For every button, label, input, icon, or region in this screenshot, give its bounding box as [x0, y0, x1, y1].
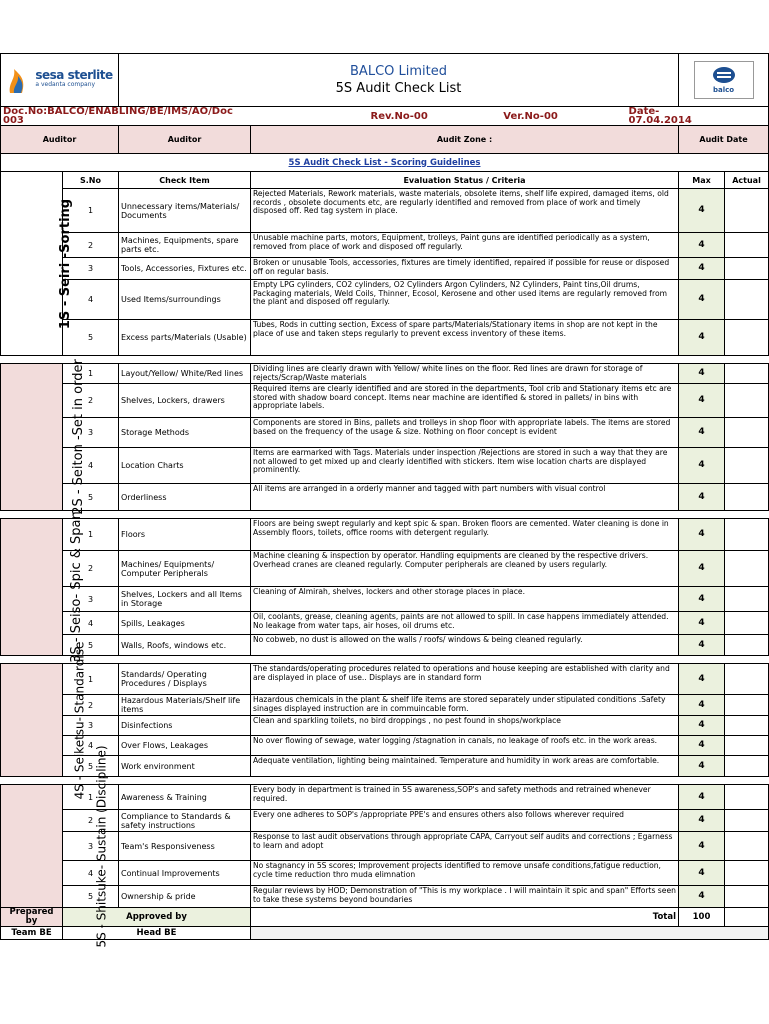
- check-item: Shelves, Lockers and all Items in Storage: [119, 587, 251, 612]
- table-row: [1, 364, 769, 384]
- col-criteria-header: Evaluation Status / Criteria: [251, 172, 679, 189]
- row-sno: 4: [63, 612, 119, 635]
- criteria-text: Tubes, Rods in cutting section, Excess of spare parts/Materials/Stationary items in shop are not kept in the place of use and taken steps regularly to prevent excess inventory of these items.: [251, 320, 679, 356]
- row-sno: 2: [63, 233, 119, 258]
- actual-score-cell[interactable]: [725, 736, 769, 756]
- table-row: [1, 756, 769, 777]
- row-sno: 5: [63, 320, 119, 356]
- actual-score-cell[interactable]: [725, 320, 769, 356]
- logo-text: sesa sterlite: [35, 68, 113, 82]
- col-max-header: Max: [679, 172, 725, 189]
- criteria-text: No cobweb, no dust is allowed on the walls / roofs/ windows & being cleaned regularly.: [251, 635, 679, 656]
- row-sno: 1: [63, 189, 119, 233]
- prepared-by-label: Prepared by: [1, 908, 63, 927]
- max-score: 4: [679, 785, 725, 810]
- table-row: [1, 551, 769, 587]
- max-score: 4: [679, 587, 725, 612]
- table-row: [1, 189, 769, 233]
- criteria-text: Floors are being swept regularly and kept spic & span. Broken floors are cemented. Water cleaning is done in Assembly floors, toilets, office rooms with detergent regularly.: [251, 519, 679, 551]
- max-score: 4: [679, 756, 725, 777]
- criteria-text: Machine cleaning & inspection by operator. Handling equipments are cleaned by the respective drivers. Overhead cranes are cleaned regularly. Computer peripherals are cleaned by users regularly.: [251, 551, 679, 587]
- actual-score-cell[interactable]: [725, 886, 769, 908]
- actual-score-cell[interactable]: [725, 551, 769, 587]
- actual-score-cell[interactable]: [725, 756, 769, 777]
- criteria-text: Rejected Materials, Rework materials, waste materials, obsolete items, shelf life expired, damaged items, old records , obsolete documents etc, are regularly identified and removed from place of work and timely disposed off. Red tag system in place.: [251, 189, 679, 233]
- check-item: Team's Responsiveness: [119, 832, 251, 861]
- max-score: 4: [679, 320, 725, 356]
- table-row: [1, 736, 769, 756]
- check-item: Spills, Leakages: [119, 612, 251, 635]
- table-row: [1, 716, 769, 736]
- signature-row: [1, 927, 769, 940]
- row-sno: 5: [63, 484, 119, 511]
- max-score: 4: [679, 484, 725, 511]
- check-item: Continual Improvements: [119, 861, 251, 886]
- actual-score-cell[interactable]: [725, 189, 769, 233]
- section-label: [1, 511, 84, 663]
- table-row: [1, 484, 769, 511]
- row-sno: 4: [63, 448, 119, 484]
- max-score: 4: [679, 861, 725, 886]
- ver-number: Ver.No-00: [503, 110, 558, 122]
- max-score: 4: [679, 258, 725, 280]
- row-sno: 1: [63, 785, 119, 810]
- row-sno: 3: [63, 418, 119, 448]
- criteria-text: Cleaning of Almirah, shelves, lockers and other storage places in place.: [251, 587, 679, 612]
- check-item: Storage Methods: [119, 418, 251, 448]
- row-sno: 2: [63, 695, 119, 716]
- row-sno: 2: [63, 551, 119, 587]
- max-score: 4: [679, 716, 725, 736]
- max-score: 4: [679, 189, 725, 233]
- audit-date-label: Audit Date: [679, 126, 769, 154]
- check-item: Unnecessary items/Materials/ Documents: [119, 189, 251, 233]
- criteria-text: Empty LPG cylinders, CO2 cylinders, O2 Cylinders Argon Cylinders, N2 Cylinders, Paint tins,Oil drums, Packaging materials, Weld Coils, Thinner, Ecosol, Kerosene and other used items are regularly removed from the plant and disposed off regularly.: [251, 280, 679, 320]
- criteria-text: Items are earmarked with Tags. Materials under inspection /Rejections are stored in such a way that they are not allowed to get mixed up and clearly identified with stickers. Item wise location charts are displayed prominently.: [251, 448, 679, 484]
- criteria-text: No over flowing of sewage, water logging /stagnation in canals, no leakage of roofs etc. in the work areas.: [251, 736, 679, 756]
- check-item: Disinfections: [119, 716, 251, 736]
- row-sno: 3: [63, 832, 119, 861]
- max-score: 4: [679, 233, 725, 258]
- actual-score-cell[interactable]: [725, 635, 769, 656]
- col-item-header: Check Item: [119, 172, 251, 189]
- row-sno: 3: [63, 587, 119, 612]
- auditor-label-1: Auditor: [1, 126, 119, 154]
- section-label: [1, 172, 74, 356]
- row-sno: 4: [63, 280, 119, 320]
- table-row: [1, 695, 769, 716]
- max-score: 4: [679, 418, 725, 448]
- table-row: [1, 612, 769, 635]
- check-item: Walls, Roofs, windows etc.: [119, 635, 251, 656]
- criteria-text: Oil, coolants, grease, cleaning agents, paints are not allowed to spill. In case happens immediately attended. No leakage from water taps, air hoses, oil drums etc.: [251, 612, 679, 635]
- row-sno: 1: [63, 519, 119, 551]
- actual-score-cell[interactable]: [725, 384, 769, 418]
- criteria-text: Response to last audit observations through appropriate CAPA, Carryout self audits and corrections ; Egarness to learn and adopt: [251, 832, 679, 861]
- check-item: Awareness & Training: [119, 785, 251, 810]
- total-actual-cell[interactable]: [725, 908, 769, 927]
- actual-score-cell[interactable]: [725, 832, 769, 861]
- check-item: Used Items/surroundings: [119, 280, 251, 320]
- max-score: 4: [679, 364, 725, 384]
- footer-row: [1, 908, 769, 927]
- rev-number: Rev.No-00: [370, 110, 428, 122]
- row-sno: 5: [63, 635, 119, 656]
- max-score: 4: [679, 448, 725, 484]
- section-gap: [1, 356, 769, 364]
- actual-score-cell[interactable]: [725, 785, 769, 810]
- check-item: Over Flows, Leakages: [119, 736, 251, 756]
- scoring-guidelines-link[interactable]: 5S Audit Check List - Scoring Guidelines: [288, 157, 481, 168]
- table-row: [1, 664, 769, 695]
- row-sno: 1: [63, 664, 119, 695]
- table-row: [1, 519, 769, 551]
- actual-score-cell[interactable]: [725, 418, 769, 448]
- check-item: Layout/Yellow/ White/Red lines: [119, 364, 251, 384]
- row-sno: 4: [63, 861, 119, 886]
- section-gap: [1, 511, 769, 519]
- actual-score-cell[interactable]: [725, 233, 769, 258]
- criteria-text: Components are stored in Bins, pallets and trolleys in shop floor with appropriate labels. The items are stored based on the frequency of the usage & size. Nothing on floor concept is evident: [251, 418, 679, 448]
- table-row: [1, 384, 769, 418]
- max-score: 4: [679, 695, 725, 716]
- criteria-text: Every body in department is trained in 5S awareness,SOP's and safety methods and retrained whenever required.: [251, 785, 679, 810]
- row-sno: 3: [63, 716, 119, 736]
- auditor-label-2: Auditor: [119, 126, 251, 154]
- criteria-text: Hazardous chemicals in the plant & shelf life items are stored separately under stipulated conditions .Safety sinages displayed instruction are in commuincable form.: [251, 695, 679, 716]
- actual-score-cell[interactable]: [725, 587, 769, 612]
- max-score: 4: [679, 635, 725, 656]
- doc-number: Doc.No:BALCO/ENABLING/BE/IMS/AO/Doc 003: [1, 107, 251, 126]
- total-value: 100: [679, 908, 725, 927]
- actual-score-cell[interactable]: [725, 716, 769, 736]
- actual-score-cell[interactable]: [725, 280, 769, 320]
- row-sno: 1: [63, 364, 119, 384]
- criteria-text: Required items are clearly identified and are stored in the departments, Tool crib and Stationary items etc are stored with shadow board concept. Items near machine are identified & stored in pallets/ in bins with appropriate labels.: [251, 384, 679, 418]
- table-row: [1, 886, 769, 908]
- section-gap: [1, 656, 769, 664]
- max-score: 4: [679, 810, 725, 832]
- criteria-text: Dividing lines are clearly drawn with Yellow/ white lines on the floor. Red lines are drawn for storage of rejects/Scrap/Waste materials: [251, 364, 679, 384]
- row-sno: 5: [63, 756, 119, 777]
- table-row: [1, 233, 769, 258]
- table-row: [1, 861, 769, 886]
- check-item: Orderliness: [119, 484, 251, 511]
- column-header-row: [1, 172, 769, 189]
- table-row: [1, 448, 769, 484]
- row-sno: 3: [63, 258, 119, 280]
- section-label-text: 3S - Seiso- Spic & Span: [68, 511, 84, 663]
- section-label-text: 1S - Seiri -Sorting: [58, 198, 74, 329]
- check-item: Tools, Accessories, Fixtures etc.: [119, 258, 251, 280]
- table-row: [1, 635, 769, 656]
- rev-ver-cell: [251, 107, 679, 126]
- check-item: Machines, Equipments, spare parts etc.: [119, 233, 251, 258]
- criteria-text: Broken or unusable Tools, accessories, fixtures are timely identified, repaired if possible for reuse or disposed off on regular basis.: [251, 258, 679, 280]
- balco-logo: [694, 61, 754, 99]
- criteria-text: All items are arranged in a orderly manner and tagged with part numbers with visual control: [251, 484, 679, 511]
- actual-score-cell[interactable]: [725, 519, 769, 551]
- row-sno: 5: [63, 886, 119, 908]
- doc-date: [628, 106, 769, 126]
- balco-emblem-icon: [712, 66, 736, 84]
- section-gap: [1, 777, 769, 785]
- table-row: [1, 587, 769, 612]
- table-row: [1, 320, 769, 356]
- audit-zone-label: Audit Zone :: [251, 126, 679, 154]
- col-actual-header: Actual: [725, 172, 769, 189]
- max-score: 4: [679, 384, 725, 418]
- guidelines-row: [1, 154, 769, 172]
- actual-score-cell[interactable]: [725, 484, 769, 511]
- max-score: 4: [679, 612, 725, 635]
- document-title: 5S Audit Check List: [335, 81, 462, 96]
- max-score: 4: [679, 736, 725, 756]
- actual-score-cell[interactable]: [725, 258, 769, 280]
- check-item: Location Charts: [119, 448, 251, 484]
- max-score: 4: [679, 280, 725, 320]
- actual-score-cell[interactable]: [725, 695, 769, 716]
- table-row: [1, 810, 769, 832]
- table-row: [1, 832, 769, 861]
- actual-score-cell[interactable]: [725, 861, 769, 886]
- criteria-text: Adequate ventilation, lighting being maintained. Temperature and humidity in work areas are comfortable.: [251, 756, 679, 777]
- doc-date-text: Date-07.04.2014: [628, 106, 692, 126]
- check-item: Floors: [119, 519, 251, 551]
- actual-score-cell[interactable]: [725, 810, 769, 832]
- total-label: Total: [251, 908, 679, 927]
- audit-sheet: [0, 53, 768, 948]
- criteria-text: Regular reviews by HOD; Demonstration of "This is my workplace . I will maintain it spic and span" Efforts seen to take these systems beyond boundaries: [251, 886, 679, 908]
- check-item: Shelves, Lockers, drawers: [119, 384, 251, 418]
- check-item: Ownership & pride: [119, 886, 251, 908]
- max-score: 4: [679, 551, 725, 587]
- check-item: Compliance to Standards & safety instructions: [119, 810, 251, 832]
- row-sno: 2: [63, 384, 119, 418]
- table-row: [1, 280, 769, 320]
- balco-logo-cell: [679, 54, 769, 107]
- sesa-flame-icon: [6, 65, 32, 95]
- check-item: Hazardous Materials/Shelf life items: [119, 695, 251, 716]
- section-label-text: 4S - Seiketsu- Standardise: [72, 641, 87, 799]
- title-block: [119, 54, 679, 107]
- section-label-text: 5S - Shitsuke- Sustain (Discipline): [94, 744, 109, 948]
- section-label-text: 2S - Seiton -Set in order: [70, 359, 86, 515]
- table-row: [1, 418, 769, 448]
- max-score: 4: [679, 519, 725, 551]
- criteria-text: No stagnancy in 5S scores; Improvement projects identified to remove unsafe conditions,fatigue reduction, cycle time reduction thro muda elimnation: [251, 861, 679, 886]
- logo-subtext: a vedanta company: [35, 81, 96, 88]
- actual-score-cell[interactable]: [725, 364, 769, 384]
- section-label: [1, 359, 86, 515]
- sesa-sterlite-logo: [1, 54, 119, 107]
- check-item: Excess parts/Materials (Usable): [119, 320, 251, 356]
- head-label: Head BE: [63, 927, 251, 940]
- max-score: 4: [679, 664, 725, 695]
- criteria-text: Unusable machine parts, motors, Equipment, trolleys, Paint guns are identified periodically as a system, removed from place of work and disposed off regularly.: [251, 233, 679, 258]
- max-score: 4: [679, 832, 725, 861]
- max-score: 4: [679, 886, 725, 908]
- check-item: Work environment: [119, 756, 251, 777]
- actual-score-cell[interactable]: [725, 664, 769, 695]
- actual-score-cell[interactable]: [725, 612, 769, 635]
- col-sno-header: S.No: [63, 172, 119, 189]
- section-label: [1, 641, 87, 799]
- actual-score-cell[interactable]: [725, 448, 769, 484]
- checklist-table: [0, 53, 769, 948]
- approved-by-label: Approved by: [63, 908, 251, 927]
- criteria-text: Clean and sparkling toilets, no bird droppings , no pest found in shops/workplace: [251, 716, 679, 736]
- criteria-text: Every one adheres to SOP's /appropriate PPE's and ensures others also follows wherever required: [251, 810, 679, 832]
- criteria-text: The standards/operating procedures related to operations and house keeping are established with clarity and are displayed in place of use.. Displays are in standard form: [251, 664, 679, 695]
- company-name: BALCO Limited: [350, 64, 447, 79]
- check-item: Machines/ Equipments/ Computer Peripherals: [119, 551, 251, 587]
- table-row: [1, 258, 769, 280]
- row-sno: 4: [63, 736, 119, 756]
- team-label: Team BE: [1, 927, 63, 940]
- row-sno: 2: [63, 810, 119, 832]
- table-row: [1, 785, 769, 810]
- check-item: Standards/ Operating Procedures / Displays: [119, 664, 251, 695]
- balco-logo-text: balco: [712, 85, 735, 94]
- signature-blank: [251, 927, 769, 940]
